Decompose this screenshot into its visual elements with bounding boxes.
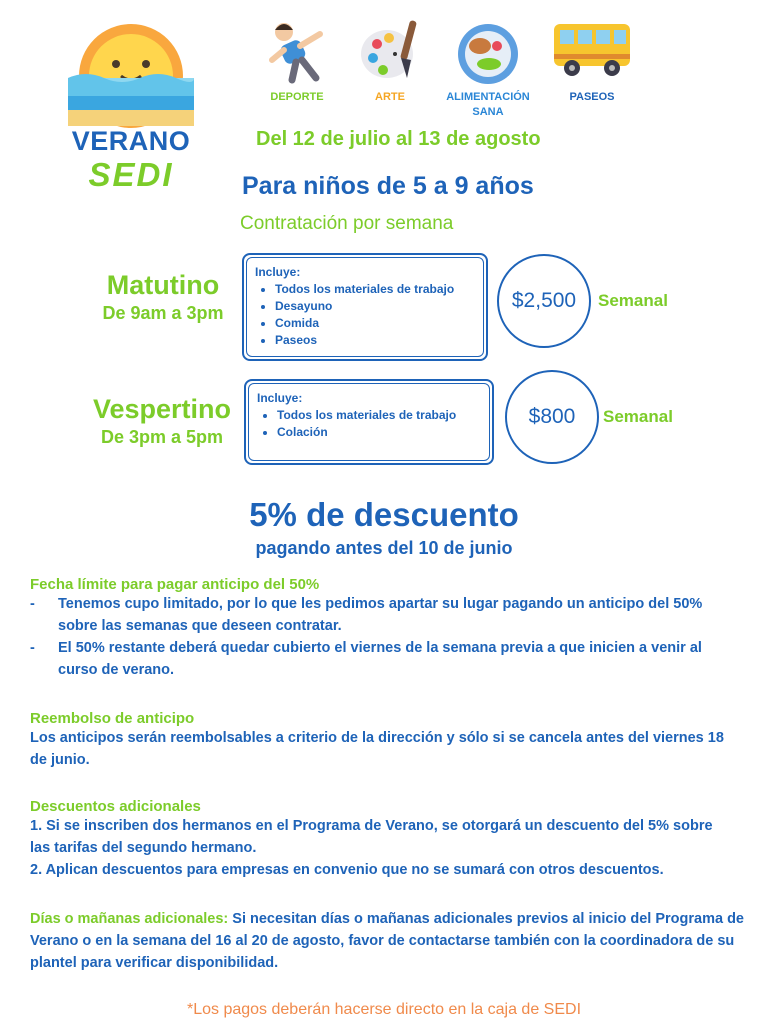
list-item: - El 50% restante deberá quedar cubierto el viernes de la semana previa a que inicien a venir al curso de verano. xyxy=(30,640,702,678)
activity-label: ALIMENTACIÓN SANA xyxy=(446,91,530,118)
school-bus-icon xyxy=(550,16,634,86)
shift-name: Vespertino xyxy=(92,394,232,424)
activity-label: DEPORTE xyxy=(270,91,324,103)
logo-word-verano: VERANO xyxy=(71,126,191,156)
activity-label: ARTE xyxy=(375,91,405,103)
shift-name: Matutino xyxy=(106,270,220,300)
section-heading: Reembolso de anticipo xyxy=(30,710,195,727)
section-text: Si necesitan días o mañanas adicionales previos al inicio del Programa de Verano o en la semana del 16 al 20 de agosto, favor de contactarse también con la coordinadora de su plantel para verificar disponibilidad. xyxy=(30,911,745,971)
program-ages: Para niños de 5 a 9 años xyxy=(242,172,534,200)
list-item: • Colación xyxy=(277,424,481,441)
price-period: Semanal xyxy=(598,291,668,310)
program-dates: Del 12 de julio al 13 de agosto xyxy=(256,128,541,150)
includes-list xyxy=(257,407,481,441)
extra-discounts-section xyxy=(30,798,768,881)
discount-subtitle: pagando antes del 10 de junio xyxy=(255,538,513,558)
list-item: • Comida xyxy=(275,315,475,332)
price-badge-matutino: $2,500 xyxy=(497,254,591,348)
shift-matutino xyxy=(88,270,238,324)
includes-title: Incluye: xyxy=(255,265,301,279)
extra-days-section xyxy=(30,908,755,974)
payment-note: *Los pagos deberán hacerse directo en la caja de SEDI xyxy=(186,1001,582,1018)
includes-box-matutino xyxy=(242,253,488,361)
shift-time: De 3pm a 5pm xyxy=(100,427,224,447)
palette-icon xyxy=(355,16,425,86)
deadline-section xyxy=(30,576,740,681)
section-heading: Días o mañanas adicionales: xyxy=(30,911,229,927)
list-item: - Tenemos cupo limitado, por lo que les pedimos apartar su lugar pagando un anticipo del 50% sobre las semanas que deseen contratar. xyxy=(30,596,703,634)
section-text: Los anticipos serán reembolsables a criterio de la dirección y sólo si se cancela antes del viernes 18 de junio. xyxy=(30,730,724,768)
healthy-plate-icon xyxy=(453,16,523,86)
includes-box-vespertino xyxy=(244,379,494,465)
activity-arte xyxy=(335,16,445,105)
list-item: • Paseos xyxy=(275,332,475,349)
section-heading: Descuentos adicionales xyxy=(30,798,201,815)
gymnastics-icon xyxy=(262,16,332,86)
section-text: 2. Aplican descuentos para empresas en convenio que no se sumará con otros descuentos. xyxy=(30,862,664,878)
logo-word-sedi: SEDI xyxy=(88,156,174,193)
activity-label: PASEOS xyxy=(569,91,615,103)
shift-time: De 9am a 3pm xyxy=(102,303,224,323)
list-item: • Todos los materiales de trabajo xyxy=(277,407,481,424)
shift-vespertino xyxy=(82,394,242,448)
section-text: 1. Si se inscriben dos hermanos en el Programa de Verano, se otorgará un descuento del 5% sobre las tarifas del segundo hermano. xyxy=(30,818,713,856)
activity-paseos xyxy=(537,16,647,105)
refund-section xyxy=(30,710,730,771)
includes-list xyxy=(255,281,475,349)
list-item: • Desayuno xyxy=(275,298,475,315)
price-badge-vespertino: $800 xyxy=(505,370,599,464)
hire-mode: Contratación por semana xyxy=(240,213,454,234)
section-heading: Fecha límite para pagar anticipo del 50% xyxy=(30,576,320,593)
discount-title: 5% de descuento xyxy=(249,496,519,533)
price-period: Semanal xyxy=(603,407,673,426)
list-item: • Todos los materiales de trabajo xyxy=(275,281,475,298)
activity-alimentacion xyxy=(433,16,543,120)
includes-title: Incluye: xyxy=(257,391,303,405)
